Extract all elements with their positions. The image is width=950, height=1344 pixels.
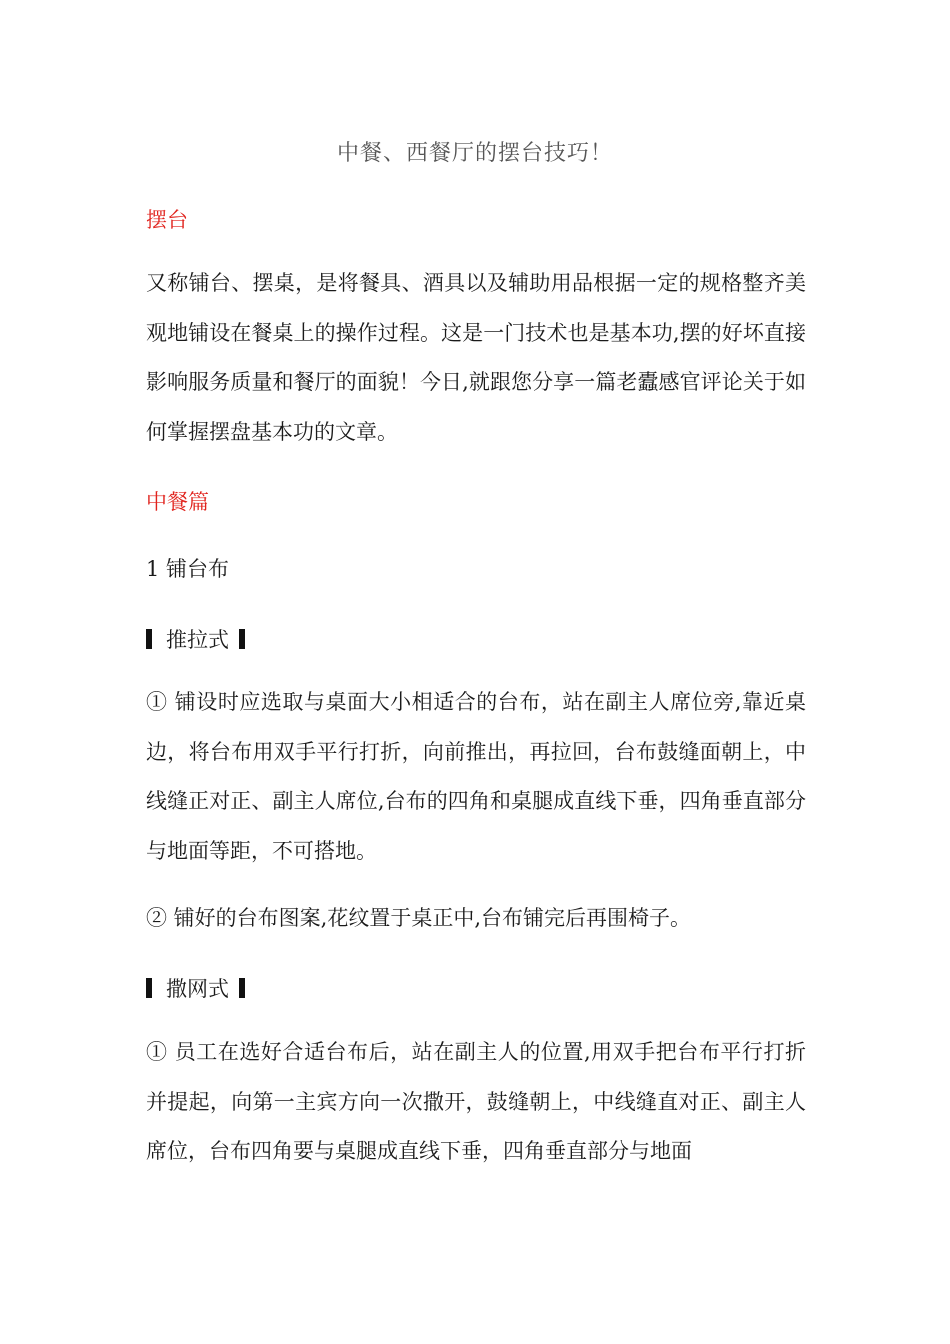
bar-marker-icon — [239, 629, 245, 649]
section-heading-chinese: 中餐篇 — [146, 490, 209, 514]
bar-marker-icon — [146, 978, 152, 998]
method-heading-cast-net — [146, 973, 245, 1003]
method1-item2-paragraph: ② 铺好的台布图案,花纹置于桌正中,台布铺完后再围椅子。 — [146, 906, 692, 930]
intro-paragraph: 又称铺台、摆桌，是将餐具、酒具以及辅助用品根据一定的规格整齐美观地铺设在餐桌上的操作过程。这是一门技术也是基本功,摆的好坏直接影响服务质量和餐厅的面貌！今日,就跟您分享一篇老蠹感官评论关于如何掌握摆盘基本功的文章。 — [146, 271, 806, 444]
document-title: 中餐、西餐厅的摆台技巧！ — [336, 141, 613, 166]
method2-item1-paragraph: ① 员工在选好合适台布后，站在副主人的位置,用双手把台布平行打折并提起，向第一主宾方向一次撒开，鼓缝朝上，中线缝直对正、副主人席位，台布四角要与桌腿成直线下垂，四角垂直部分与地面 — [146, 1040, 806, 1163]
method-label: 撒网式 — [166, 977, 229, 1001]
section-heading-baitai: 摆台 — [146, 208, 188, 232]
method-label: 推拉式 — [166, 628, 229, 652]
method-heading-push-pull — [146, 624, 245, 654]
bar-marker-icon — [146, 629, 152, 649]
step-title-tablecloth: 1 铺台布 — [146, 557, 230, 581]
method1-item1-paragraph: ① 铺设时应选取与桌面大小相适合的台布，站在副主人席位旁,靠近桌边，将台布用双手平行打折，向前推出，再拉回，台布鼓缝面朝上，中线缝正对正、副主人席位,台布的四角和桌腿成直线下垂，四角垂直部分与地面等距，不可搭地。 — [146, 690, 806, 863]
bar-marker-icon — [239, 978, 245, 998]
